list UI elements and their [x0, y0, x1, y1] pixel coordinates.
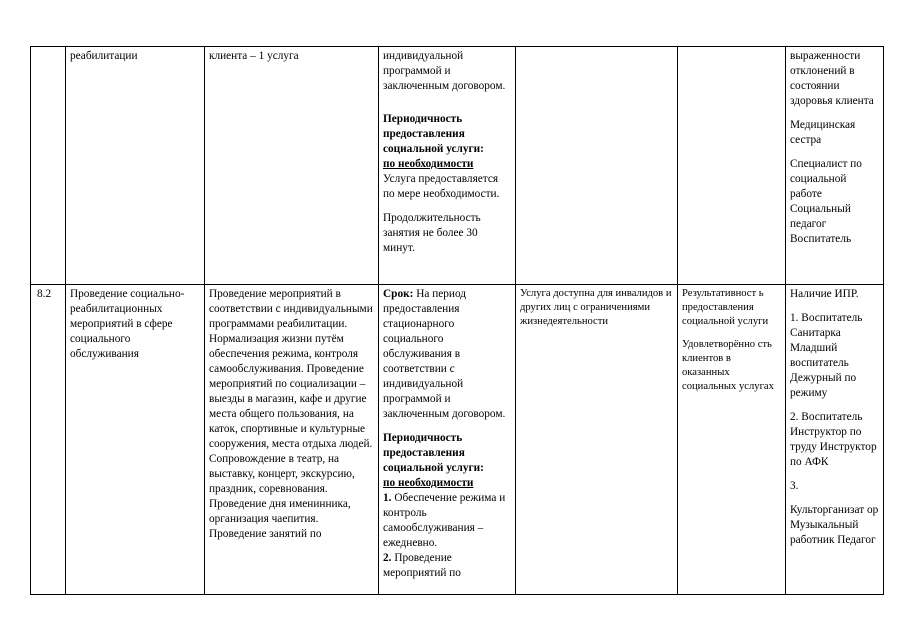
services-table	[30, 46, 884, 595]
periodicity-value: по необходимости	[383, 477, 474, 489]
cell-number: 8.2	[31, 285, 66, 595]
cell-service-content: клиента – 1 услуга	[205, 47, 379, 285]
item-text: Проведение мероприятий по	[383, 552, 461, 579]
responsible-entry: 3.	[790, 480, 799, 492]
periodicity-heading: Периодичность предоставления социальной услуги:	[383, 113, 484, 155]
periodicity-text: Услуга предоставляется по мере необходимости.	[383, 173, 500, 200]
srok-text: На период предоставления стационарного социального обслуживания в соответствии с индивидуальной программой и заключенным договором.	[383, 288, 506, 420]
responsible-entry: 1. Воспитатель Санитарка Младший воспитатель Дежурный по режиму	[790, 312, 863, 399]
responsible-entry: Медицинская сестра	[790, 119, 856, 146]
periodicity-item-1	[383, 491, 511, 551]
cell-conditions	[516, 47, 678, 285]
item-number: 1.	[383, 492, 392, 504]
cell-number	[31, 47, 66, 285]
cell-responsible	[786, 285, 884, 595]
cell-conditions: Услуга доступна для инвалидов и других лиц с ограничениями жизнедеятельности	[516, 285, 678, 595]
srok-block	[383, 287, 511, 422]
srok-label: Срок:	[383, 288, 414, 300]
responsible-entry: Наличие ИПР.	[790, 288, 859, 300]
cell-terms	[379, 47, 516, 285]
cell-service-content: Проведение мероприятий в соответствии с индивидуальными программами реабилитации. Нормализация жизни путём обеспечения режима, контроля самообслуживания. Проведение мероприятий по социализации – выезды в магазин, кафе и другие места общего пользования, на каток, спортивные и культурные сооружения, места отдыха людей. Сопровождение в театр, на выставку, концерт, экскурсию, праздник, соревнования. Проведение дня именинника, организация чаепития. Проведение занятий по	[205, 285, 379, 595]
terms-text: индивидуальной программой и заключенным договором.	[383, 50, 506, 92]
periodicity-item-2	[383, 551, 511, 581]
responsible-entry: Специалист по социальной работе Социальный педагог Воспитатель	[790, 158, 862, 245]
table-row	[31, 47, 884, 285]
cell-evaluation	[678, 285, 786, 595]
cell-service-name: Проведение социально-реабилитационных мероприятий в сфере социального обслуживания	[66, 285, 205, 595]
duration-text: Продолжительность занятия не более 30 минут.	[383, 212, 481, 254]
item-number: 2.	[383, 552, 392, 564]
periodicity-value: по необходимости	[383, 158, 474, 170]
responsible-entry: Культорганизат ор Музыкальный работник Педагог	[790, 504, 879, 546]
periodicity-heading: Периодичность предоставления социальной услуги:	[383, 432, 484, 474]
evaluation-entry: Удовлетворённо сть клиентов в оказанных социальных услугах	[682, 339, 774, 392]
cell-terms	[379, 285, 516, 595]
cell-evaluation	[678, 47, 786, 285]
responsible-entry: 2. Воспитатель Инструктор по труду Инструктор по АФК	[790, 411, 877, 468]
cell-service-name: реабилитации	[66, 47, 205, 285]
responsible-entry: выраженности отклонений в состоянии здоровья клиента	[790, 50, 874, 107]
table-row	[31, 285, 884, 595]
item-text: Обеспечение режима и контроль самообслуживания – ежедневно.	[383, 492, 506, 549]
evaluation-entry: Результативност ь предоставления социальной услуги	[682, 288, 769, 327]
cell-responsible	[786, 47, 884, 285]
